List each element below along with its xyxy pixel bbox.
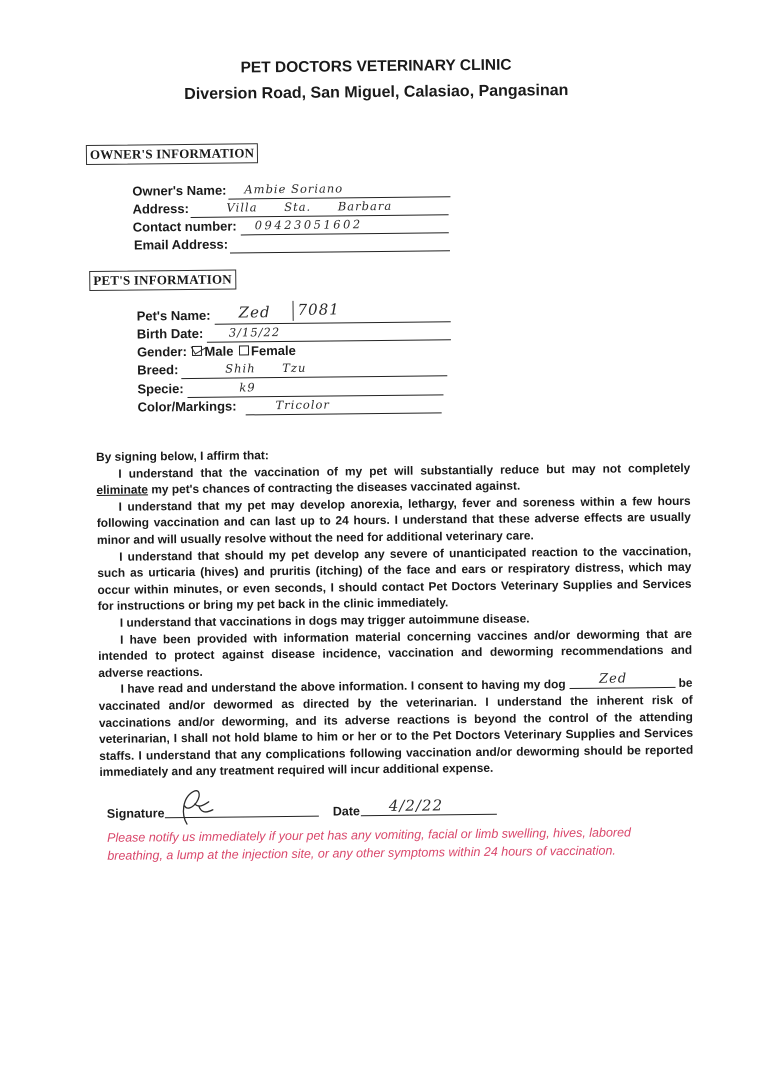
clinic-header (0, 50, 757, 110)
consent-paragraph-4: I understand that vaccinations in dogs may trigger autoimmune disease. (119, 611, 530, 630)
signature-row (107, 794, 527, 820)
pet-birth-field[interactable] (207, 323, 451, 343)
owner-address-field[interactable] (190, 198, 448, 218)
pet-gender-label: Gender: (136, 344, 187, 360)
owner-name-label: Owner's Name: (132, 182, 227, 199)
consent-p1-text-b: my pet's chances of contracting the diseases vaccinated against. (147, 478, 521, 497)
pet-specie-value: k9 (239, 380, 256, 395)
owner-name-value: Ambie Soriano (244, 181, 344, 197)
consent-p1-text-a: I understand that the vaccination of my pet will substantially reduce but may not completely (118, 460, 691, 481)
date-field[interactable] (361, 794, 497, 816)
pet-specie-label: Specie: (137, 381, 184, 397)
clinic-name: PET DOCTORS VETERINARY CLINIC (240, 56, 512, 77)
consent-p1-underlined: eliminate (96, 482, 149, 498)
pet-breed-value: Shih Tzu (225, 360, 307, 376)
owner-email-field[interactable] (230, 234, 450, 253)
owner-section-title: OWNER'S INFORMATION (86, 143, 258, 165)
pet-breed-field[interactable] (181, 359, 447, 379)
pet-breed-row (137, 359, 457, 380)
pet-breed-label: Breed: (137, 362, 179, 378)
pet-color-field[interactable] (246, 396, 442, 415)
consent-p6-text-a: I have read and understand the above information. I consent to having my dog (120, 677, 570, 697)
handwritten-signature (169, 784, 219, 829)
pet-section-title: PET'S INFORMATION (89, 269, 236, 291)
consent-paragraph-3: I understand that should my pet develop any severe of unanticipated reaction to the vaccination, such as urticaria (hives) and pruritis (itching) of the face and ears or respiratory distress, which may occur within minutes, or even seconds, I should contact Pet Doctors Veterinary Supplies and Services for instructions or bring my pet back in the clinic immediately. (97, 543, 692, 614)
pet-color-row (138, 396, 458, 417)
signature-label: Signature (106, 806, 165, 821)
pet-birth-value: 3/15/22 (228, 325, 281, 340)
owner-email-label: Email Address: (133, 236, 229, 253)
pet-birth-label: Birth Date: (136, 325, 204, 342)
pet-name-field[interactable] (215, 300, 451, 324)
gender-male-checkbox[interactable] (192, 346, 202, 356)
gender-male-label: Male (204, 343, 234, 359)
pet-name-value: Zed (238, 303, 271, 322)
pet-color-value: Tricolor (275, 397, 330, 413)
owner-contact-field[interactable] (241, 216, 449, 235)
owner-contact-label: Contact number: (132, 218, 237, 235)
consent-paragraph-5: I have been provided with information material concerning vaccines and/or deworming that are intended to protect against disease incidence, vaccination and deworming recommendations and adverse reactions. (98, 626, 693, 680)
date-value: 4/2/22 (388, 796, 444, 815)
pet-name-extra: 7081 (292, 300, 339, 320)
consent-paragraph-2: I understand that my pet may develop anorexia, lethargy, fever and soreness within a few hours following vaccination and can last up to 24 hours. I understand that these adverse effects are usually minor and will usually resolve without the need for additional veterinary care. (96, 493, 691, 547)
consent-intro: By signing below, I affirm that: (96, 448, 269, 464)
owner-name-field[interactable] (228, 180, 450, 199)
owner-email-row (134, 234, 454, 255)
clinic-address: Diversion Road, San Miguel, Calasiao, Pangasinan (184, 82, 569, 104)
date-label: Date (332, 804, 361, 819)
owner-address-label: Address: (132, 200, 189, 217)
consent-statement (96, 443, 693, 781)
gender-female-label: Female (250, 342, 296, 359)
owner-contact-value: 09423051602 (254, 217, 363, 233)
pet-specie-field[interactable] (187, 378, 443, 398)
pet-color-label: Color/Markings: (137, 398, 237, 415)
dog-name-value: Zed (599, 671, 628, 687)
consent-p6-text-b: be vaccinated and/or dewormed as directed by the veterinarian. I understand the inherent risk of vaccinations and/or deworming, and its adverse reactions is beyond the control of the attending veterinarian, I shall not hold blame to him or her or to the Pet Doctors Veterinary Supplies and Services staffs. I understand that any complications following vaccination and/or deworming should be reported immediately and any treatment required will incur additional expense. (98, 676, 694, 780)
owner-address-value: Villa Sta. Barbara (226, 198, 393, 215)
post-vaccination-notice: Please notify us immediately if your pet has any vomiting, facial or limb swelling, hives, labored breathing, a lump at the injection site, or any other symptoms within 24 hours of vaccination. (107, 825, 632, 863)
dog-name-field[interactable] (569, 671, 675, 689)
pet-name-label: Pet's Name: (136, 307, 211, 324)
consent-paragraph-6 (98, 671, 694, 781)
gender-female-checkbox[interactable] (239, 345, 249, 355)
